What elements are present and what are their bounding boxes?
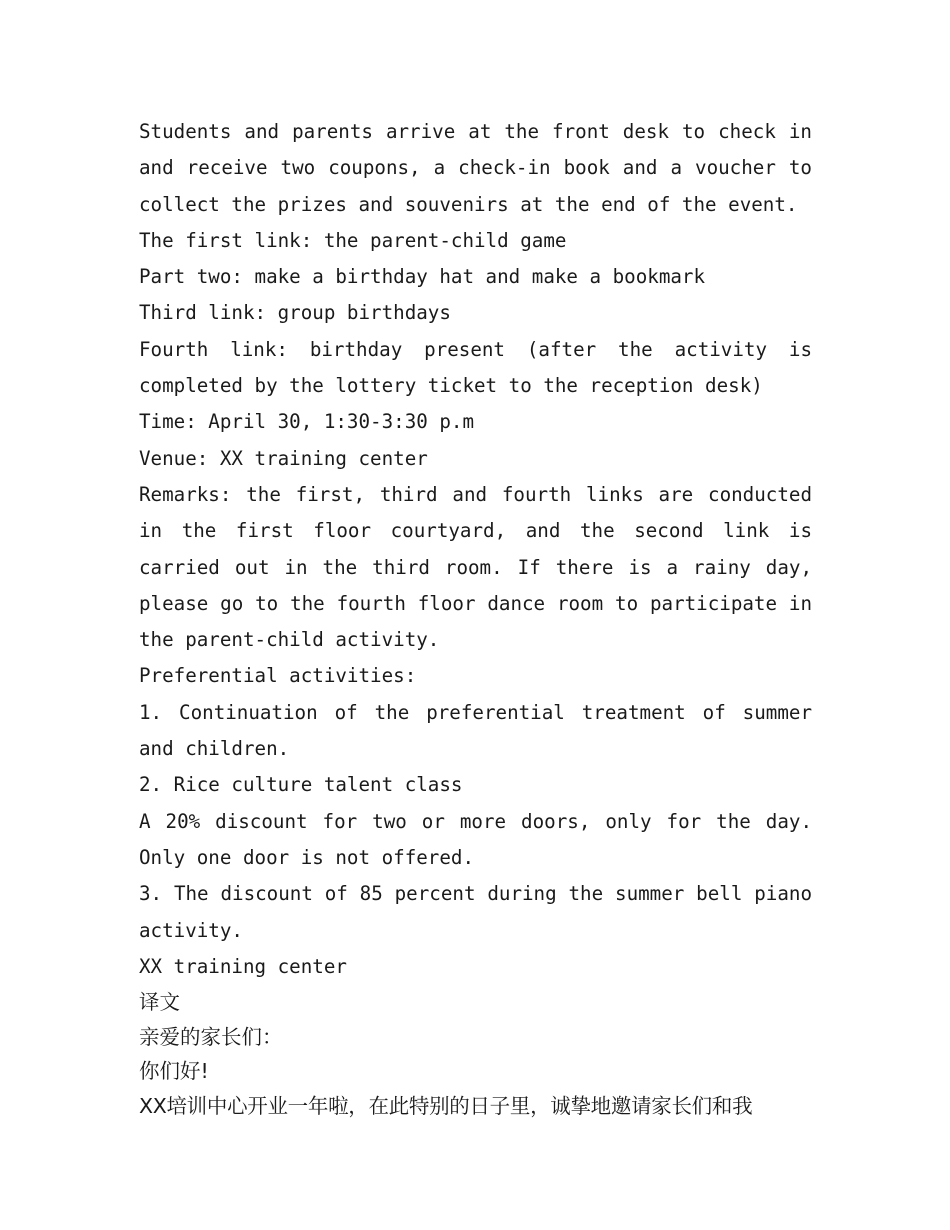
preferential-item-3: 3. The discount of 85 percent during the summer bell piano activity. [139,882,812,942]
document-body [139,114,812,1123]
third-link-line: Third link: group birthdays [139,301,451,325]
preferential-item-1: 1. Continuation of the preferential treatment of summer and children. [139,700,812,761]
time-line: Time: April 30, 1:30-3:30 p.m [139,410,475,434]
first-link-line: The first link: the parent-child game [139,228,567,252]
venue-line: Venue: XX training center [139,446,428,470]
translation-greeting: 你们好! [139,1059,209,1084]
checkin-paragraph: Students and parents arrive at the front desk to check in and receive two coupons, a check-in book and a voucher to collect the prizes and souvenirs at the end of the event. [139,120,812,216]
discount-paragraph: A 20% discount for two or more doors, only for the day. Only one door is not offered. [139,809,812,869]
remarks-paragraph: Remarks: the first, third and fourth links are conducted in the first floor courtyard, and the second link is carried out in the third room. If there is a rainy day, please go to the fourth floor dance room to participate in the parent-child activity. [139,482,812,652]
translation-heading: 译文 [139,990,180,1015]
translation-body: XX培训中心开业一年啦，在此特别的日子里，诚挚地邀请家长们和我 [139,1093,753,1118]
fourth-link-paragraph: Fourth link: birthday present (after the activity is completed by the lottery ticket to the reception desk) [139,337,812,398]
part-two-line: Part two: make a birthday hat and make a bookmark [139,265,706,289]
translation-salutation: 亲爱的家长们： [139,1024,283,1049]
signature-line: XX training center [139,954,347,978]
preferential-item-2: 2. Rice culture talent class [139,773,463,797]
preferential-heading: Preferential activities: [139,664,417,688]
